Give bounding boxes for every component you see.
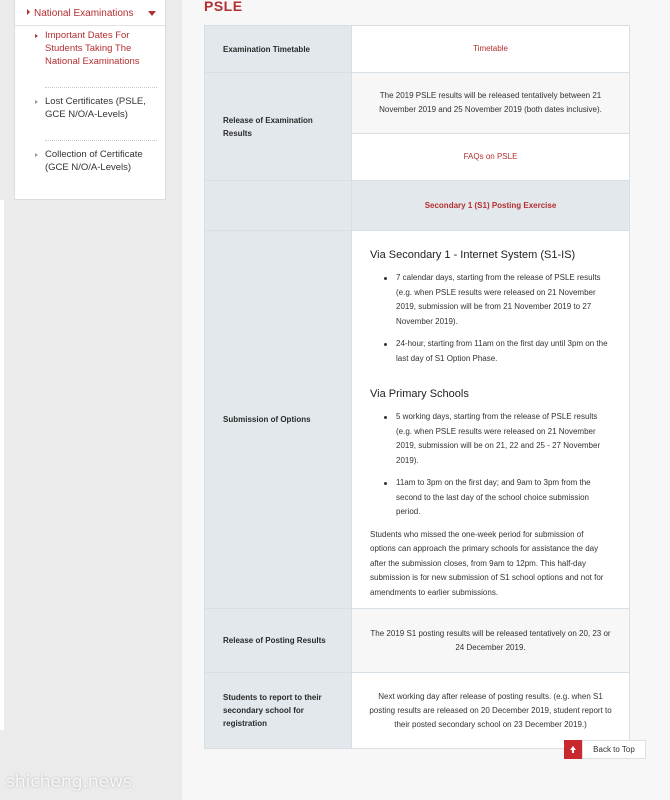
submission-options-label: Submission of Options	[205, 231, 352, 609]
sidebar-divider	[45, 87, 157, 88]
s1-posting-header: Secondary 1 (S1) Posting Exercise	[424, 200, 557, 210]
table-row	[205, 231, 630, 609]
submission-options-cell	[352, 231, 630, 609]
sidebar-item-label: Important Dates For Students Taking The National Examinations	[45, 30, 140, 67]
watermark: shicheng.news	[6, 772, 132, 792]
sidebar-nav	[14, 0, 166, 200]
bullet-icon	[35, 100, 38, 104]
posting-results-text: The 2019 S1 posting results will be released tentatively on 20, 23 or 24 December 2019.	[352, 609, 630, 673]
internet-system-list	[384, 271, 611, 366]
primary-schools-list	[384, 410, 611, 520]
table-row	[205, 26, 630, 73]
table-row	[205, 73, 630, 134]
exam-timetable-cell	[352, 26, 630, 73]
sidebar-header-label: National Examinations	[34, 8, 134, 19]
release-results-text: The 2019 PSLE results will be released tentatively between 21 November 2019 and 25 November 2019 (both dates inclusive).	[352, 73, 630, 134]
arrow-up-icon[interactable]	[564, 740, 582, 759]
table-row	[205, 673, 630, 749]
sidebar-item-important-dates[interactable]	[35, 29, 155, 68]
sidebar-item-collection-of-certificate[interactable]	[35, 148, 155, 174]
page-title: PSLE	[204, 0, 243, 14]
sidebar-item-national-examinations[interactable]	[15, 0, 165, 26]
sidebar-item-label: Collection of Certificate (GCE N/O/A-Levels)	[45, 149, 143, 173]
bullet-icon	[35, 153, 38, 157]
back-to-top-button[interactable]	[564, 740, 646, 760]
sidebar-item-label: Lost Certificates (PSLE, GCE N/O/A-Levels)	[45, 96, 146, 120]
back-to-top-label[interactable]: Back to Top	[582, 740, 646, 759]
faq-psle-link[interactable]: FAQs on PSLE	[463, 152, 518, 161]
list-item: 7 calendar days, starting from the release of PSLE results (e.g. when PSLE results were released on 21 November 2019, submission will be from 21 November 2019 to 27 November 2019).	[384, 271, 611, 329]
internet-system-heading: Via Secondary 1 - Internet System (S1-IS)	[370, 249, 576, 261]
release-results-label: Release of Examination Results	[205, 73, 352, 181]
psle-info-table	[204, 25, 630, 749]
caret-right-icon	[27, 9, 30, 15]
chevron-down-icon[interactable]	[148, 11, 156, 16]
sidebar-edge	[0, 200, 4, 730]
list-item: 11am to 3pm on the first day; and 9am to 3pm from the second to the last day of the school choice submission period.	[384, 476, 611, 520]
list-item: 5 working days, starting from the release of PSLE results (e.g. when PSLE results were released on 21 November 2019, submission will be on 21, 22 and 25 - 27 November 2019).	[384, 410, 611, 468]
s1-posting-header-cell	[352, 181, 630, 231]
table-row	[205, 609, 630, 673]
primary-schools-heading: Via Primary Schools	[370, 388, 469, 400]
posting-results-label: Release of Posting Results	[205, 609, 352, 673]
main-content	[182, 0, 670, 800]
exam-timetable-label: Examination Timetable	[205, 26, 352, 73]
faq-cell	[352, 134, 630, 181]
report-school-label: Students to report to their secondary school for registration	[205, 673, 352, 749]
report-school-text: Next working day after release of posting results. (e.g. when S1 posting results are released on 20 December 2019, student report to their posted secondary school on 23 December 2019.)	[352, 673, 630, 749]
sidebar-region	[0, 0, 182, 800]
empty-label-cell	[205, 181, 352, 231]
timetable-link[interactable]: Timetable	[473, 44, 508, 53]
sidebar-divider	[45, 140, 157, 141]
late-submission-note: Students who missed the one-week period for submission of options can approach the primary schools for assistance the day after the submission closes, from 9am to 12pm. This half-day submission is for new submission of S1 school options and not for amendments to earlier submissions.	[370, 529, 604, 597]
bullet-icon	[35, 34, 38, 38]
table-row	[205, 181, 630, 231]
list-item: 24-hour, starting from 11am on the first day until 3pm on the last day of S1 Option Phase.	[384, 337, 611, 366]
sidebar-item-lost-certificates[interactable]	[35, 95, 155, 121]
